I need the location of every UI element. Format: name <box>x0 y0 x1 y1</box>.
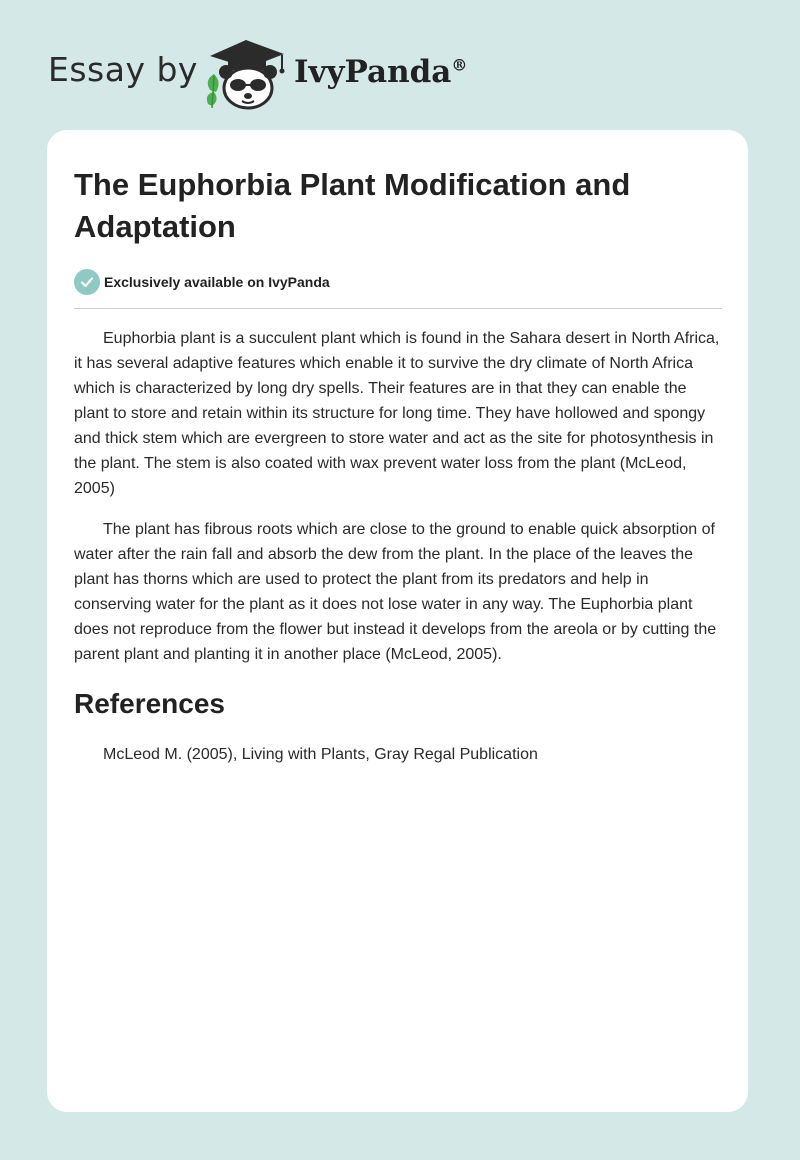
registered-mark: ® <box>451 55 468 75</box>
essay-card <box>47 130 748 1112</box>
body-paragraph: Euphorbia plant is a succulent plant which is found in the Sahara desert in North Africa, it has several adaptive features which enable it to survive the dry climate of North Africa which is characterized by long dry spells. Their features are in that they can enable the plant to store and retain within its structure for long time. They have hollowed and spongy and thick stem which are evergreen to store water and act as the site for photosynthesis in the plant. The stem is also coated with wax prevent water loss from the plant (McLeod, 2005) <box>74 330 720 497</box>
essay-content <box>74 164 722 767</box>
divider <box>74 308 722 309</box>
reference-item: McLeod M. (2005), Living with Plants, Gray Regal Publication <box>103 746 538 763</box>
body-paragraph: The plant has fibrous roots which are close to the ground to enable quick absorption of water after the rain fall and absorb the dew from the plant. In the place of the leaves the plant has thorns which are used to protect the plant from its predators and help in conserving water for the plant as it does not lose water in any way. The Euphorbia plant does not reproduce from the flower but instead it develops from the areola or by cutting the parent plant and planting it in another place (McLeod, 2005). <box>74 521 717 663</box>
exclusive-label: Exclusively available on IvyPanda <box>104 274 330 290</box>
panda-logo-icon[interactable] <box>202 34 290 110</box>
references-heading: References <box>74 688 225 719</box>
brand-name[interactable]: IvyPanda® <box>294 54 468 90</box>
check-icon <box>74 269 100 295</box>
site-header <box>48 30 508 110</box>
exclusive-badge-row <box>74 268 722 296</box>
essay-by-label: Essay by <box>48 50 198 89</box>
essay-title: The Euphorbia Plant Modification and Adaptation <box>74 167 631 244</box>
